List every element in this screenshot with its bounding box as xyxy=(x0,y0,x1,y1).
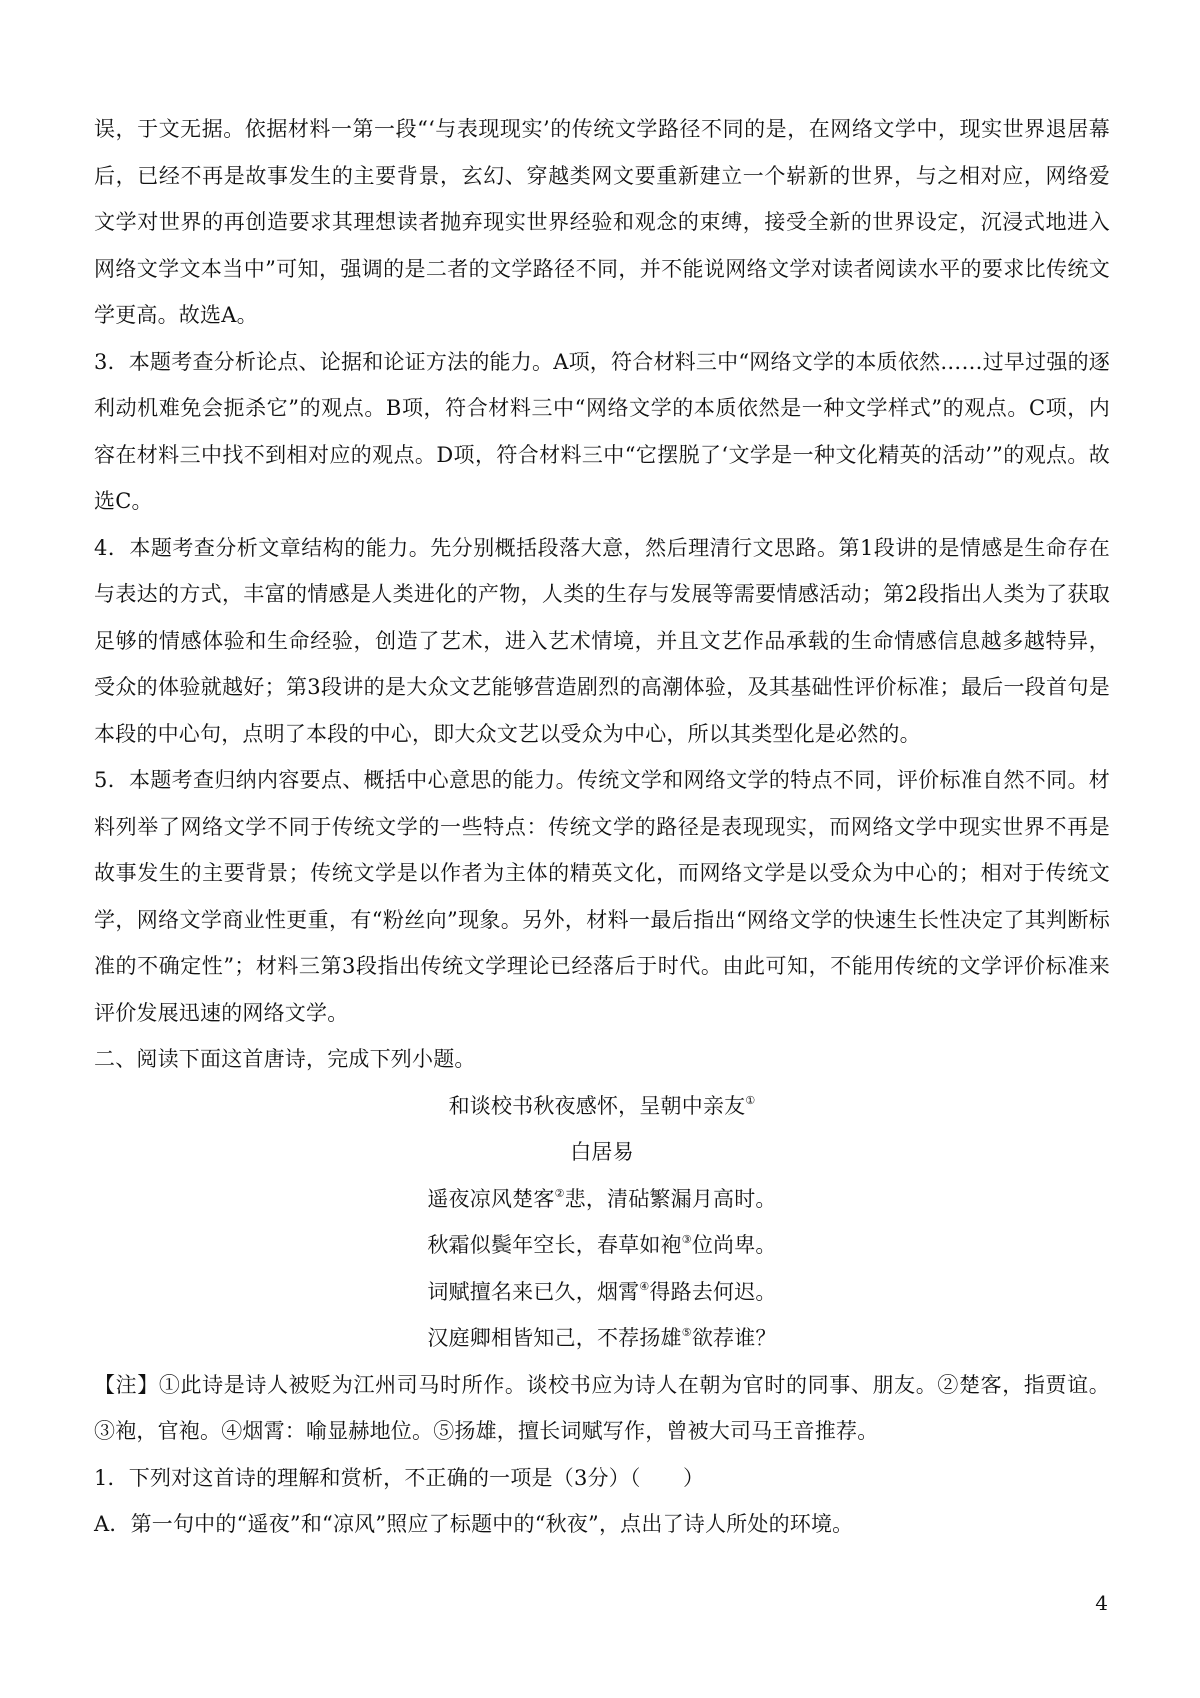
poem-line-2 xyxy=(94,1222,1110,1269)
poem-line-3-part-a: 词赋擅名来已久，烟霄 xyxy=(427,1279,640,1304)
question-1: 1．下列对这首诗的理解和赏析，不正确的一项是（3分）（ ） xyxy=(94,1465,705,1490)
answer-2-continuation: 误，于文无据。依据材料一第一段“‘与表现现实’的传统文学路径不同的是，在网络文学中，现实世界退居幕后，已经不再是故事发生的主要背景，玄幻、穿越类网文要重新建立一个崭新的世界，与之相对应，网络爱文学对世界的再创造要求其理想读者抛弃现实世界经验和观念的束缚，接受全新的世界设定，沉浸式地进入网络文学文本当中”可知，强调的是二者的文学路径不同，并不能说网络文学对读者阅读水平的要求比传统文学更高。故选A。 xyxy=(94,117,1110,327)
poem-line-3 xyxy=(94,1269,1110,1316)
poem-line-2-part-b: 位尚卑。 xyxy=(691,1233,777,1257)
poem-title-text: 和谈校书秋夜感怀，呈朝中亲友 xyxy=(448,1093,746,1118)
section-heading: 二、阅读下面这首唐诗，完成下列小题。 xyxy=(94,1047,476,1071)
poem-line-4-part-b: 欲荐谁？ xyxy=(691,1326,777,1350)
page-number: 4 xyxy=(1095,1591,1108,1615)
poem-author: 白居易 xyxy=(570,1140,634,1164)
poem-line-4-footnote-mark: ⑤ xyxy=(681,1326,692,1339)
answer-5-paragraph: 5．本题考查归纳内容要点、概括中心意思的能力。传统文学和网络文学的特点不同，评价标准自然不同。材料列举了网络文学不同于传统文学的一些特点：传统文学的路径是表现现实，而网络文学中现实世界不再是故事发生的主要背景；传统文学是以作者为主体的精英文化，而网络文学是以受众为中心的；相对于传统文学，网络文学商业性更重，有“粉丝向”现象。另外，材料一最后指出“网络文学的快速生长性决定了其判断标准的不确定性”；材料三第3段指出传统文学理论已经落后于时代。由此可知，不能用传统的文学评价标准来评价发展迅速的网络文学。 xyxy=(94,768,1110,1025)
poem-line-1 xyxy=(94,1176,1110,1223)
poem-line-1-footnote-mark: ② xyxy=(554,1186,565,1200)
poem-title xyxy=(94,1083,1110,1130)
poem-notes: 【注】①此诗是诗人被贬为江州司马时所作。谈校书应为诗人在朝为官时的同事、朋友。②楚客，指贾谊。③袍，官袍。④烟霄：喻显赫地位。⑤扬雄，擅长词赋写作，曾被大司马王音推荐。 xyxy=(94,1372,1110,1443)
poem-line-4 xyxy=(94,1315,1110,1362)
poem-line-2-footnote-mark: ③ xyxy=(681,1233,692,1246)
poem-line-1-part-b: 悲，清砧繁漏月高时。 xyxy=(564,1186,777,1211)
poem-line-1-part-a: 遥夜凉风楚客 xyxy=(427,1186,555,1211)
poem-line-3-part-b: 得路去何迟。 xyxy=(649,1279,777,1304)
poem-line-4-part-a: 汉庭卿相皆知己，不荐扬雄 xyxy=(427,1326,682,1350)
answer-4-paragraph: 4．本题考查分析文章结构的能力。先分别概括段落大意，然后理清行文思路。第1段讲的是情感是生命存在与表达的方式，丰富的情感是人类进化的产物，人类的生存与发展等需要情感活动；第2段指出人类为了获取足够的情感体验和生命经验，创造了艺术，进入艺术情境，并且文艺作品承载的生命情感信息越多越特异，受众的体验就越好；第3段讲的是大众文艺能够营造剧烈的高潮体验，及其基础性评价标准；最后一段首句是本段的中心句，点明了本段的中心，即大众文艺以受众为中心，所以其类型化是必然的。 xyxy=(94,535,1110,746)
document-body xyxy=(94,106,1110,1548)
question-1-option-a: A．第一句中的“遥夜”和“凉风”照应了标题中的“秋夜”，点出了诗人所处的环境。 xyxy=(94,1512,854,1536)
poem-line-2-part-a: 秋霜似鬓年空长，春草如袍 xyxy=(427,1233,682,1257)
answer-3-paragraph: 3．本题考查分析论点、论据和论证方法的能力。A项，符合材料三中“网络文学的本质依然……过早过强的逐利动机难免会扼杀它”的观点。B项，符合材料三中“网络文学的本质依然是一种文学样式”的观点。C项，内容在材料三中找不到相对应的观点。D项，符合材料三中“它摆脱了‘文学是一种文化精英的活动’”的观点。故选C。 xyxy=(94,349,1110,513)
poem-line-3-footnote-mark: ④ xyxy=(639,1279,650,1293)
poem-title-footnote-mark: ① xyxy=(745,1093,756,1107)
